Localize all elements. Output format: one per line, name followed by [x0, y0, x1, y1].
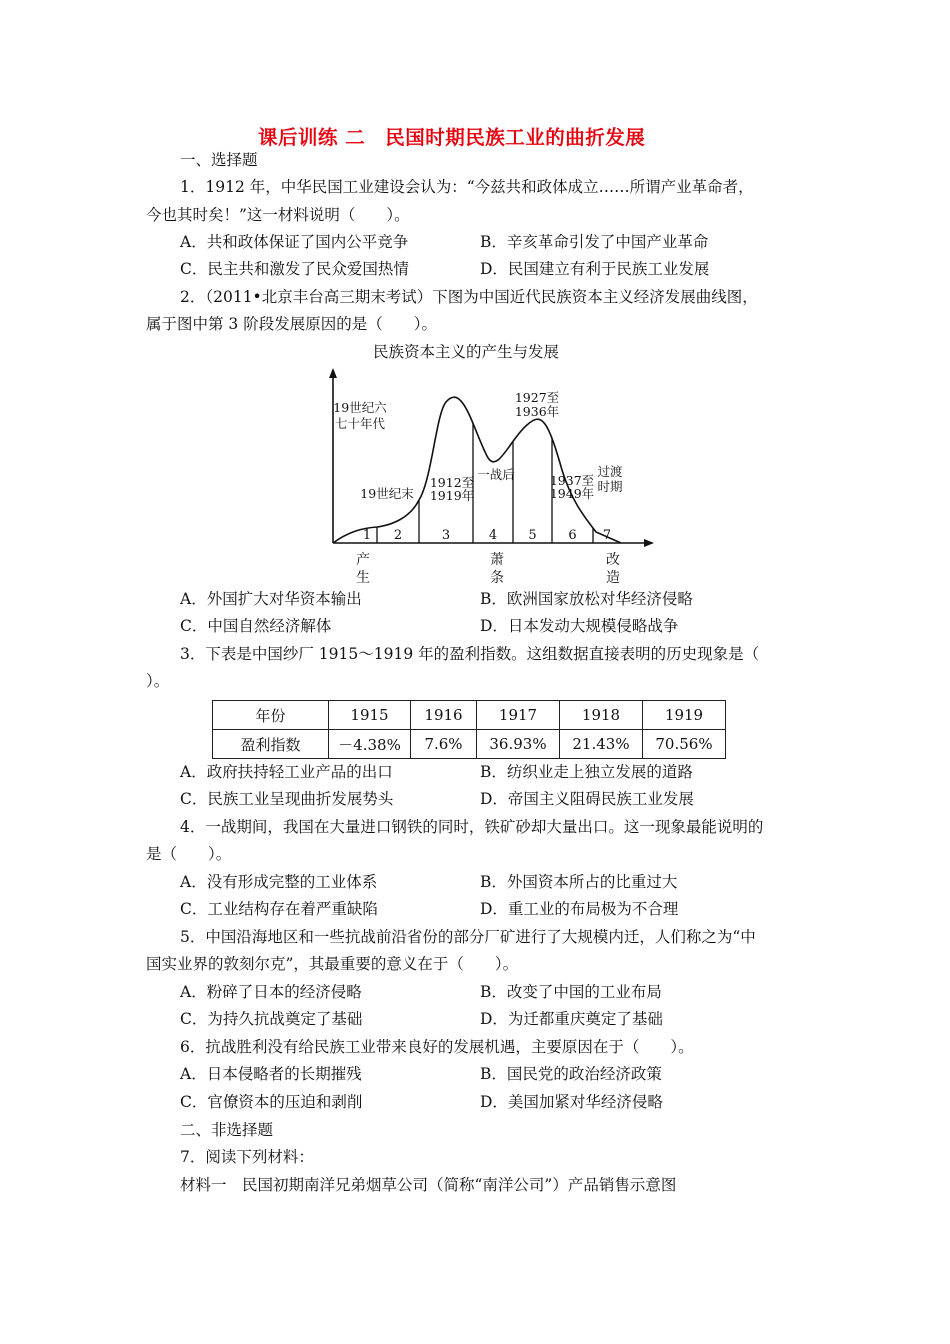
- q2-stem-line2: 属于图中第 3 阶段发展原因的是（ ）。: [146, 315, 437, 333]
- q7-material1-caption: 材料一 民国初期南洋兄弟烟草公司（简称“南洋公司”）产品销售示意图: [180, 1176, 677, 1194]
- phase-birth-char2: 生: [356, 570, 370, 586]
- table-cell: 盈利指数: [213, 730, 329, 759]
- q3-option-c: C．民族工业呈现曲折发展势头: [180, 790, 394, 808]
- q2-stem-line1: 2．（2011•北京丰台高三期末考试）下图为中国近代民族资本主义经济发展曲线图，: [180, 288, 758, 306]
- label-stage6-line2: 1949年: [549, 486, 595, 501]
- q5-stem-line2: 国实业界的敦刻尔克”，其最重要的意义在于（ ）。: [146, 955, 519, 973]
- q6-option-d: D．美国加紧对华经济侵略: [480, 1093, 663, 1111]
- q4-option-d: D．重工业的布局极为不合理: [480, 900, 679, 918]
- q2-option-c: C．中国自然经济解体: [180, 617, 332, 635]
- q5-option-d: D．为迁都重庆奠定了基础: [480, 1010, 663, 1028]
- table-header-cell: 1918: [560, 701, 643, 730]
- q2-option-a: A．外国扩大对华资本输出: [180, 590, 362, 608]
- profit-index-table: [212, 700, 726, 759]
- q3-stem-line2: ）。: [146, 672, 170, 690]
- table-row: [213, 730, 726, 759]
- label-stage4: 一战后: [477, 467, 515, 482]
- q1-option-c: C．民主共和激发了民众爱国热情: [180, 260, 409, 278]
- phase-reform-char1: 改: [606, 552, 620, 568]
- q1-stem-line1: 1．1912 年，中华民国工业建设会认为：“今兹共和政体成立……所谓产业革命者，: [180, 178, 754, 196]
- q2-option-d: D．日本发动大规模侵略战争: [480, 617, 679, 635]
- q4-option-a: A．没有形成完整的工业体系: [180, 873, 378, 891]
- table-cell: 7.6%: [411, 730, 477, 759]
- q5-option-a: A．粉碎了日本的经济侵略: [180, 983, 362, 1001]
- q1-option-b: B．辛亥革命引发了中国产业革命: [480, 233, 709, 251]
- label-stage5-line1: 1927至: [514, 390, 560, 405]
- q3-option-a: A．政府扶持轻工业产品的出口: [180, 763, 393, 781]
- phase-decline-char1: 萧: [490, 552, 504, 568]
- chart-title: 民族资本主义的产生与发展: [373, 343, 560, 361]
- q1-option-d: D．民国建立有利于民族工业发展: [480, 260, 710, 278]
- label-stage7-line2: 时期: [597, 479, 623, 494]
- stage-number-2: 2: [393, 528, 403, 543]
- table-row: [213, 701, 726, 730]
- section-heading-nonchoice: 二、非选择题: [180, 1121, 274, 1139]
- label-stage1-line1: 19世纪六: [333, 400, 387, 415]
- table-cell: 70.56%: [643, 730, 726, 759]
- q6-stem: 6．抗战胜利没有给民族工业带来良好的发展机遇，主要原因在于（ ）。: [180, 1038, 694, 1056]
- phase-decline-char2: 条: [490, 570, 504, 586]
- q3-stem-line1: 3．下表是中国纱厂 1915～1919 年的盈利指数。这组数据直接表明的历史现象是（: [180, 645, 760, 663]
- phase-reform-char2: 造: [606, 570, 620, 586]
- stage-number-6: 6: [568, 528, 577, 543]
- table-header-cell: 1917: [477, 701, 560, 730]
- section-heading-choice: 一、选择题: [180, 151, 258, 169]
- q6-option-c: C．官僚资本的压迫和剥削: [180, 1093, 363, 1111]
- stage-number-3: 3: [441, 528, 451, 543]
- q4-option-b: B．外国资本所占的比重过大: [480, 873, 678, 891]
- label-stage6-line1: 1937至: [549, 473, 595, 488]
- stage-number-7: 7: [602, 528, 612, 543]
- q3-option-b: B．纺织业走上独立发展的道路: [480, 763, 693, 781]
- q5-option-b: B．改变了中国的工业布局: [480, 983, 662, 1001]
- q4-stem-line1: 4．一战期间，我国在大量进口钢铁的同时，铁矿砂却大量出口。这一现象最能说明的: [180, 818, 764, 836]
- q3-option-d: D．帝国主义阻碍民族工业发展: [480, 790, 694, 808]
- development-curve-chart: [300, 364, 670, 596]
- stage-numbers: [363, 528, 611, 543]
- table-cell: －4.38%: [329, 730, 411, 759]
- q2-option-b: B．欧洲国家放松对华经济侵略: [480, 590, 693, 608]
- q4-option-c: C．工业结构存在着严重缺陷: [180, 900, 378, 918]
- label-stage5-line2: 1936年: [514, 404, 560, 419]
- q5-option-c: C．为持久抗战奠定了基础: [180, 1010, 363, 1028]
- phase-birth-char1: 产: [356, 552, 370, 568]
- table-header-cell: 1916: [411, 701, 477, 730]
- q6-option-b: B．国民党的政治经济政策: [480, 1065, 662, 1083]
- q4-stem-line2: 是（ ）。: [146, 845, 232, 863]
- q1-option-a: A．共和政体保证了国内公平竞争: [180, 233, 409, 251]
- stage-number-5: 5: [528, 528, 537, 543]
- table-cell: 36.93%: [477, 730, 560, 759]
- stage-number-4: 4: [488, 528, 498, 543]
- page-title: 课后训练 二 民国时期民族工业的曲折发展: [258, 126, 646, 149]
- table-header-cell: 年份: [213, 701, 329, 730]
- q7-stem: 7．阅读下列材料：: [180, 1148, 314, 1166]
- table-header-cell: 1915: [329, 701, 411, 730]
- stage-number-1: 1: [362, 528, 372, 543]
- label-stage3-line2: 1919年: [429, 488, 475, 503]
- q1-stem-line2: 今也其时矣！”这一材料说明（ ）。: [146, 206, 410, 224]
- label-stage7-line1: 过渡: [597, 464, 623, 479]
- q5-stem-line1: 5．中国沿海地区和一些抗战前沿省份的部分厂矿进行了大规模内迁，人们称之为“中: [180, 928, 756, 946]
- label-stage1-line2: 七十年代: [334, 416, 386, 431]
- table-cell: 21.43%: [560, 730, 643, 759]
- q6-option-a: A．日本侵略者的长期摧残: [180, 1065, 362, 1083]
- table-header-cell: 1919: [643, 701, 726, 730]
- label-stage2: 19世纪末: [360, 486, 414, 501]
- label-stage3-line1: 1912至: [429, 475, 475, 490]
